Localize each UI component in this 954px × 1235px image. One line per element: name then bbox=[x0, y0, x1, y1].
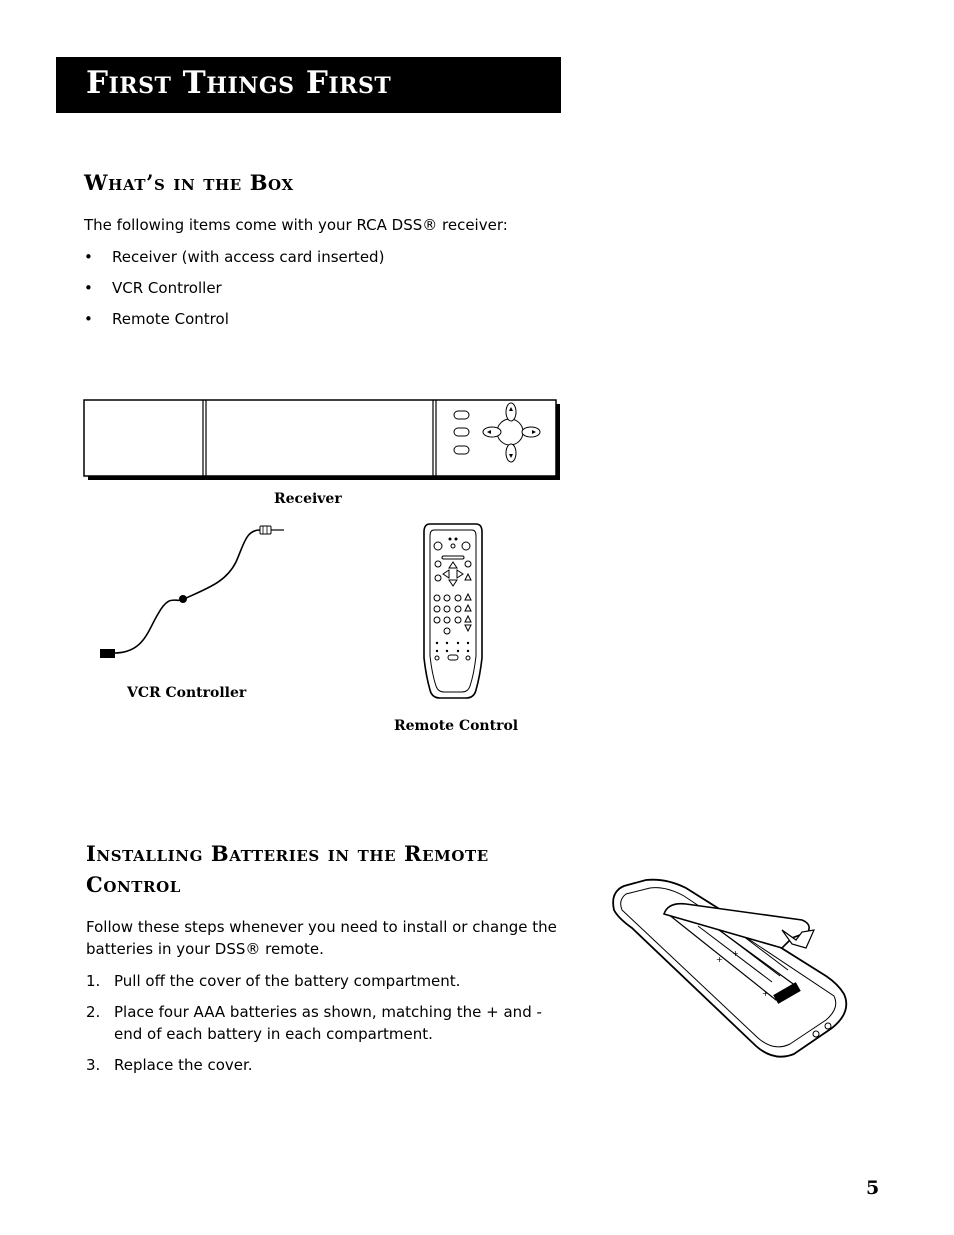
receiver-caption: Receiver bbox=[274, 491, 342, 507]
step-text: Pull off the cover of the battery compartment. bbox=[114, 972, 461, 990]
list-item bbox=[84, 246, 384, 277]
page-number: 5 bbox=[866, 1177, 880, 1199]
step-number: 2. bbox=[86, 1003, 101, 1021]
list-item-text: Remote Control bbox=[112, 310, 229, 328]
box-intro-text: The following items come with your RCA DSS® receiver: bbox=[84, 216, 508, 234]
step-number: 3. bbox=[86, 1056, 101, 1074]
list-item bbox=[86, 1001, 566, 1045]
bullet: • bbox=[84, 310, 93, 328]
vcr-controller-illustration bbox=[98, 522, 288, 662]
list-item bbox=[84, 308, 384, 339]
svg-text:+: + bbox=[732, 949, 739, 958]
step-text: Replace the cover. bbox=[114, 1056, 253, 1074]
remote-control-illustration bbox=[420, 520, 490, 702]
remote-control-caption: Remote Control bbox=[394, 718, 519, 734]
bullet: • bbox=[84, 279, 93, 297]
battery-steps-list bbox=[86, 970, 566, 1085]
list-item bbox=[86, 1054, 566, 1076]
receiver-illustration bbox=[84, 399, 564, 483]
section-heading-batteries bbox=[86, 838, 586, 900]
section-heading-whats-in-box: What’s in the Box bbox=[84, 170, 294, 195]
list-item bbox=[84, 277, 384, 308]
step-number: 1. bbox=[86, 972, 101, 990]
heading-line: Installing Batteries in the Remote bbox=[86, 841, 489, 866]
bullet: • bbox=[84, 248, 93, 266]
chapter-banner bbox=[56, 57, 561, 113]
box-items-list bbox=[84, 246, 384, 339]
vcr-controller-caption: VCR Controller bbox=[127, 685, 247, 701]
svg-text:+: + bbox=[762, 989, 769, 998]
batteries-intro-text: Follow these steps whenever you need to install or change the batteries in your DSS® remote. bbox=[86, 918, 557, 958]
list-item-text: VCR Controller bbox=[112, 279, 222, 297]
chapter-title: First Things First bbox=[86, 65, 392, 101]
step-text: Place four AAA batteries as shown, matching the + and - end of each battery in each compartment. bbox=[114, 1003, 542, 1043]
list-item bbox=[86, 970, 566, 992]
svg-text:+: + bbox=[716, 955, 723, 964]
list-item-text: Receiver (with access card inserted) bbox=[112, 248, 385, 266]
heading-line: Control bbox=[86, 872, 181, 897]
battery-installation-illustration bbox=[606, 878, 856, 1062]
